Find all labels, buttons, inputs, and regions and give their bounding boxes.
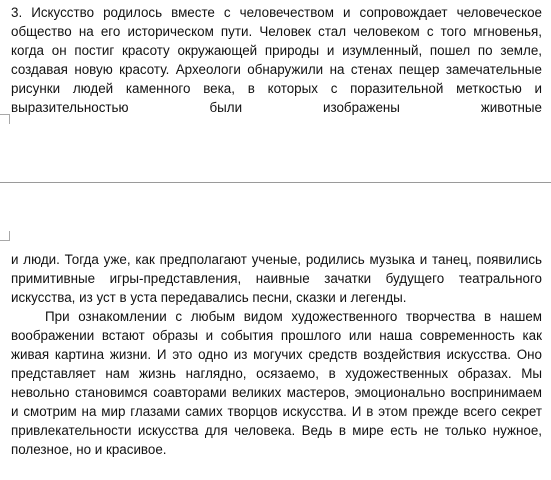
- paragraph-3: 3. Искусство родилось вместе с человечеством и сопровождает человеческое общество на его историческом пути. Человек стал человеком с того мгновенья, когда он постиг красоту окружающей природы и изумленный, пошел по земле, создавая новую красоту. Археологи обнаружили на стенах пещер замечательные рисунки людей каменного века, в которых с поразительной меткостью и выразительностью были изображены животные: [11, 5, 542, 115]
- page-corner-mark: [0, 231, 10, 241]
- page-corner-mark: [0, 114, 10, 124]
- page-break-divider: [0, 182, 551, 183]
- text-block-bottom: [11, 250, 542, 459]
- text-block-top: [11, 3, 542, 117]
- document-page-top: [0, 0, 551, 183]
- paragraph-3-continued: и люди. Тогда уже, как предполагают ученые, родились музыка и танец, появились примитивные игры-представления, наивные зачатки будущего театрального искусства, из уст в уста передавались песни, сказки и легенды.: [11, 252, 542, 305]
- paragraph-4: При ознакомлении с любым видом художественного творчества в нашем воображении встают образы и события прошлого или наша современность как живая картина жизни. И это одно из могучих средств воздействия искусства. Оно представляет нам жизнь наглядно, осязаемо, в художественных образах. Мы невольно становимся соавторами великих мастеров, эмоционально воспринимаем и смотрим на мир глазами самих творцов искусства. И в этом прежде всего секрет привлекательности искусства для человека. Ведь в мире есть не только нужное, полезное, но и красивое.: [11, 309, 542, 457]
- document-page-bottom: [0, 184, 551, 480]
